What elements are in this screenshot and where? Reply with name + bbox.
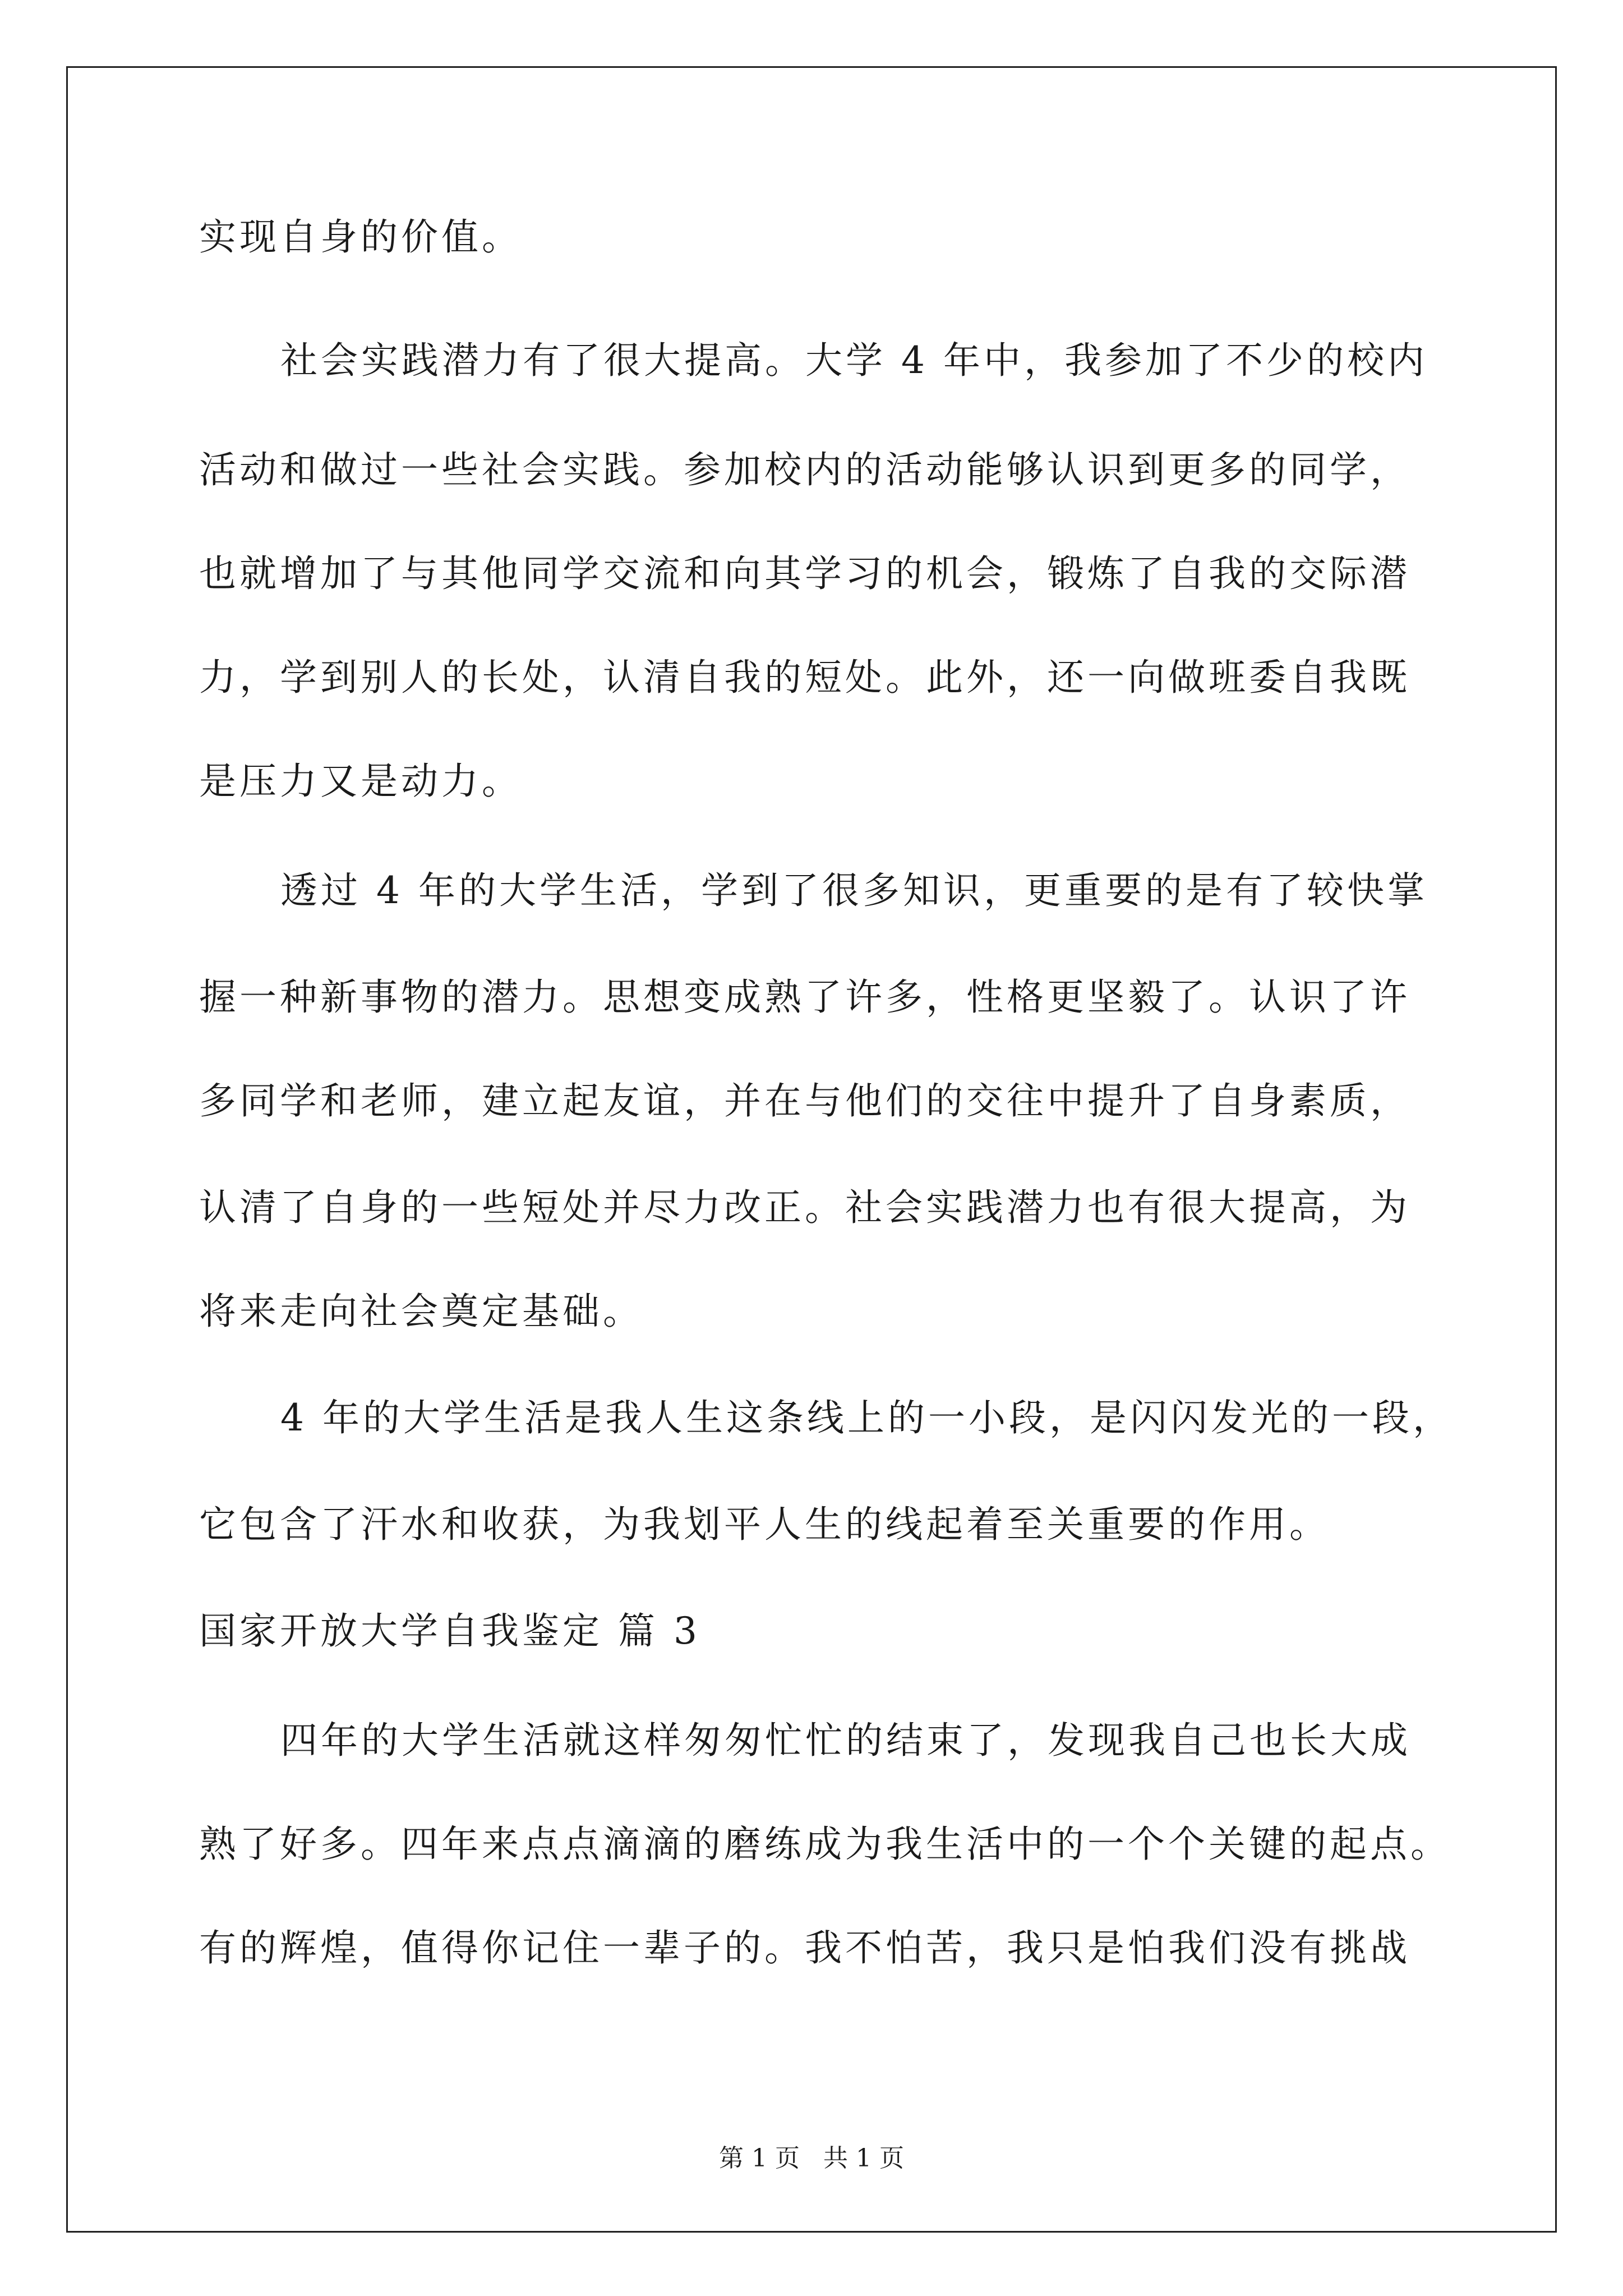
- text-line-7: 透过 4 年的大学生活，学到了很多知识，更重要的是有了较快掌: [280, 869, 1428, 912]
- text-line-1: 实现自身的价值。: [199, 215, 522, 259]
- text-line-15: 四年的大学生活就这样匆匆忙忙的结束了，发现我自己也长大成: [280, 1719, 1411, 1762]
- page-footer: [0, 2143, 1623, 2174]
- text-line-11: 将来走向社会奠定基础。: [199, 1290, 643, 1333]
- text-line-3: 活动和做过一些社会实践。参加校内的活动能够认识到更多的同学，: [199, 448, 1410, 491]
- text-line-2: 社会实践潜力有了很大提高。大学 4 年中，我参加了不少的校内: [280, 339, 1428, 382]
- text-line-12: 4 年的大学生活是我人生这条线上的一小段，是闪闪发光的一段，: [280, 1396, 1453, 1439]
- page-total: 共 1 页: [823, 2144, 904, 2173]
- text-line-13: 它包含了汗水和收获，为我划平人生的线起着至关重要的作用。: [199, 1503, 1330, 1546]
- page-number: 第 1 页: [719, 2144, 800, 2173]
- section-heading: 国家开放大学自我鉴定 篇 3: [199, 1609, 700, 1653]
- text-line-17: 有的辉煌，值得你记住一辈子的。我不怕苦，我只是怕我们没有挑战: [199, 1926, 1410, 1970]
- text-line-9: 多同学和老师，建立起友谊，并在与他们的交往中提升了自身素质，: [199, 1079, 1410, 1122]
- text-line-8: 握一种新事物的潜力。思想变成熟了许多，性格更坚毅了。认识了许: [199, 976, 1410, 1019]
- text-line-4: 也就增加了与其他同学交流和向其学习的机会，锻炼了自我的交际潜: [199, 552, 1410, 595]
- text-line-6: 是压力又是动力。: [199, 760, 522, 803]
- text-line-5: 力，学到别人的长处，认清自我的短处。此外，还一向做班委自我既: [199, 656, 1410, 699]
- text-line-10: 认清了自身的一些短处并尽力改正。社会实践潜力也有很大提高，为: [199, 1186, 1410, 1229]
- page-frame: [66, 66, 1557, 2233]
- text-line-16: 熟了好多。四年来点点滴滴的磨练成为我生活中的一个个关键的起点。: [199, 1823, 1451, 1866]
